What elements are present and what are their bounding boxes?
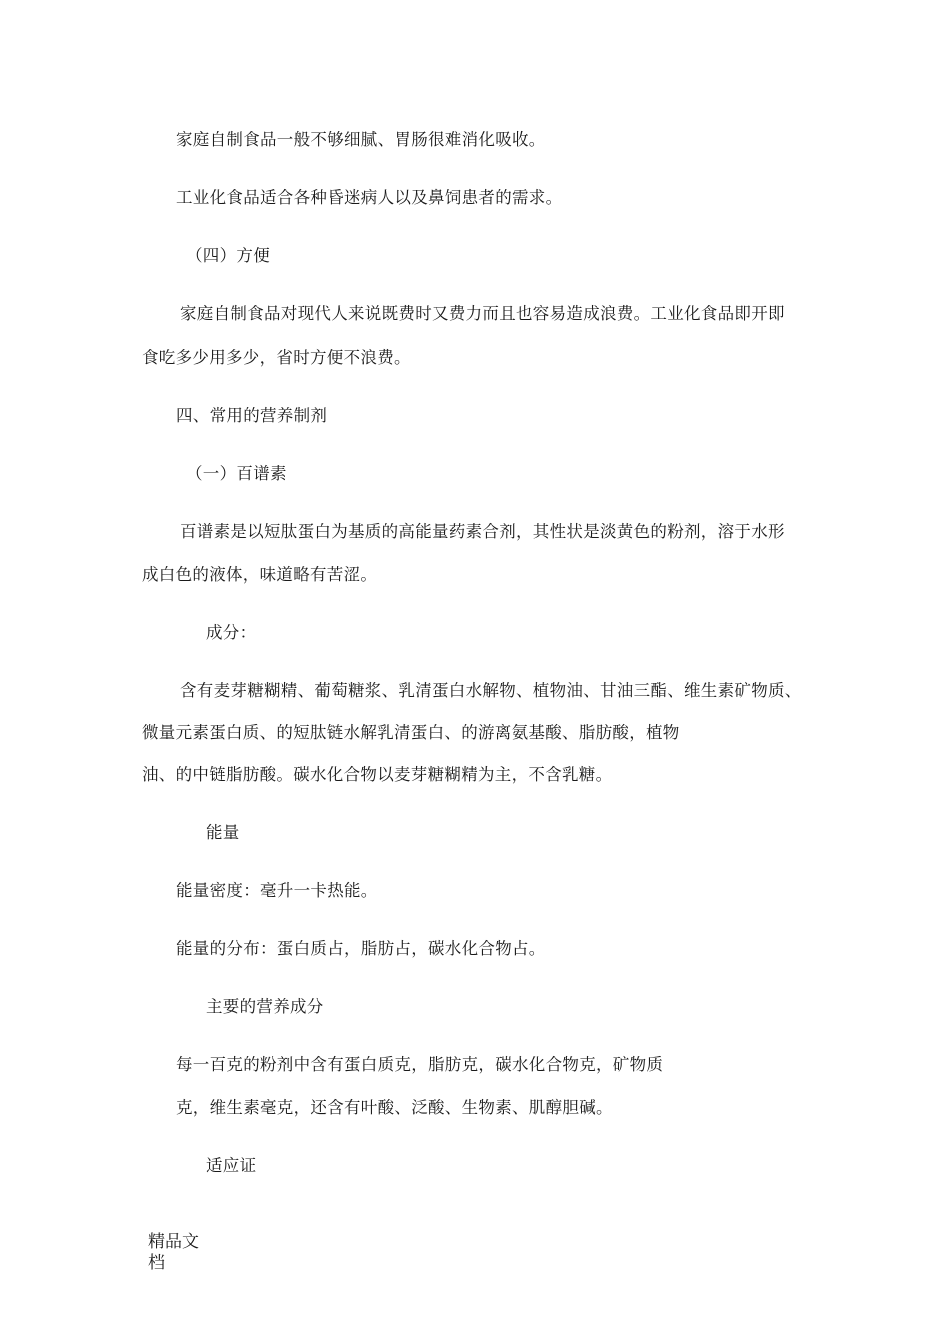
sub-heading: 主要的营养成分: [206, 997, 324, 1016]
section-heading: （一）百谱素: [186, 464, 287, 483]
paragraph-line: 工业化食品适合各种昏迷病人以及鼻饲患者的需求。: [176, 188, 563, 207]
section-heading: 四、常用的营养制剂: [176, 406, 328, 425]
section-heading: （四）方便: [186, 246, 270, 265]
paragraph-line: 能量的分布：蛋白质占，脂肪占，碳水化合物占。: [176, 939, 546, 958]
paragraph-line: 每一百克的粉剂中含有蛋白质克，脂肪克，碳水化合物克，矿物质: [176, 1055, 664, 1074]
paragraph-line: 能量密度：毫升一卡热能。: [176, 881, 378, 900]
paragraph-line: 家庭自制食品对现代人来说既费时又费力而且也容易造成浪费。工业化食品即开即: [180, 304, 785, 323]
paragraph-line: 油、的中链脂肪酸。碳水化合物以麦芽糖糊精为主，不含乳糖。: [142, 765, 613, 784]
paragraph-line: 百谱素是以短肽蛋白为基质的高能量药素合剂，其性状是淡黄色的粉剂，溶于水形: [180, 522, 785, 541]
sub-heading: 能量: [206, 823, 240, 842]
sub-heading: 成分：: [206, 623, 257, 642]
paragraph-line: 克，维生素毫克，还含有叶酸、泛酸、生物素、肌醇胆碱。: [176, 1098, 613, 1117]
footer-watermark: 精品文档: [148, 1232, 199, 1273]
paragraph-line: 成白色的液体，味道略有苦涩。: [142, 565, 378, 584]
paragraph-line: 家庭自制食品一般不够细腻、胃肠很难消化吸收。: [176, 130, 546, 149]
paragraph-line: 含有麦芽糖糊精、葡萄糖浆、乳清蛋白水解物、植物油、甘油三酯、维生素矿物质、: [180, 681, 802, 700]
paragraph-line: 微量元素蛋白质、的短肽链水解乳清蛋白、的游离氨基酸、脂肪酸，植物: [142, 723, 680, 742]
paragraph-line: 食吃多少用多少，省时方便不浪费。: [142, 348, 411, 367]
sub-heading: 适应证: [206, 1156, 257, 1175]
